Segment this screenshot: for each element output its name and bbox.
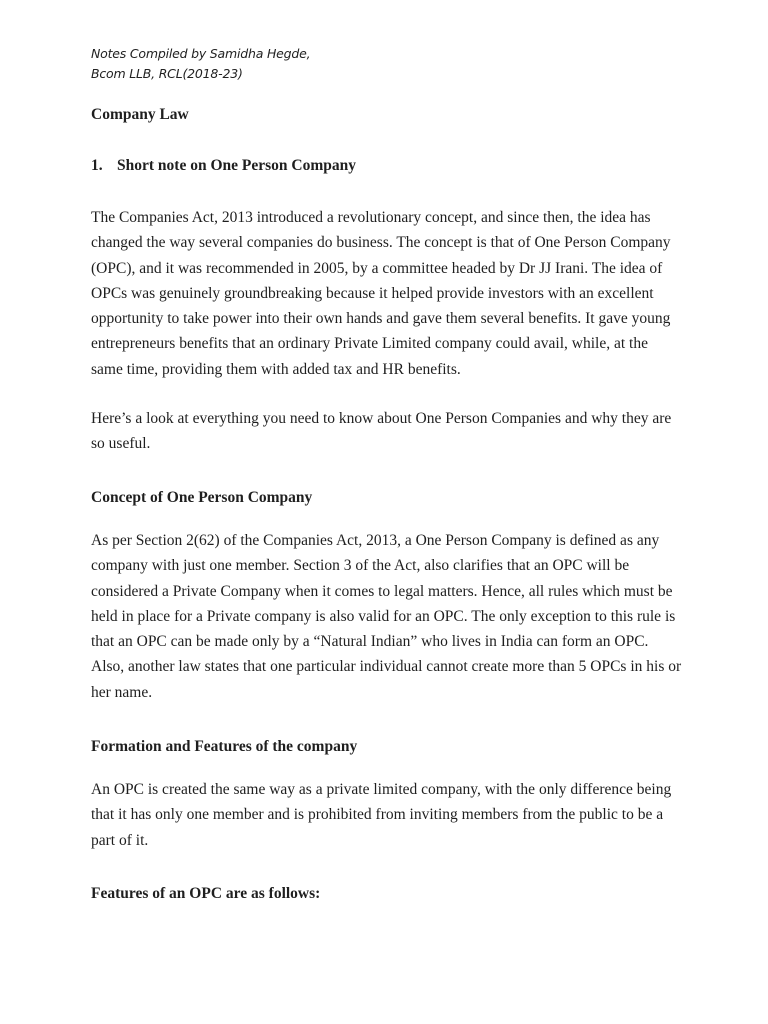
author-note-line-2: Bcom LLB, RCL(2018-23) xyxy=(91,66,243,81)
intro-paragraph-1: The Companies Act, 2013 introduced a revolutionary concept, and since then, the idea has changed the way several companies do business. The concept is that of One Person Company (OPC), and it was recommended in 2005, by a committee headed by Dr JJ Irani. The idea of OPCs was genuinely groundbreaking because it helped provide investors with an excellent opportunity to take power into their own hands and gave them several benefits. It gave young entrepreneurs benefits that an ordinary Private Limited company could avail, while, at the same time, providing them with added tax and HR benefits. xyxy=(91,209,671,378)
formation-paragraph: An OPC is created the same way as a private limited company, with the only difference being that it has only one member and is prohibited from inviting members from the public to be a part of it. xyxy=(91,781,672,849)
features-heading: Features of an OPC are as follows: xyxy=(91,885,321,902)
subject-title: Company Law xyxy=(91,106,189,123)
author-note xyxy=(91,44,310,84)
section-1-title: Short note on One Person Company xyxy=(117,157,356,174)
concept-paragraph: As per Section 2(62) of the Companies Act, 2013, a One Person Company is defined as any company with just one member. Section 3 of the Act, also clarifies that an OPC will be considered a Private Company when it comes to legal matters. Hence, all rules which must be held in place for a Private company is also valid for an OPC. The only exception to this rule is that an OPC can be made only by a “Natural Indian” who lives in India can form an OPC. Also, another law states that one particular individual cannot create more than 5 OPCs in his or her name. xyxy=(91,532,682,701)
intro-paragraph-2: Here’s a look at everything you need to know about One Person Companies and why they are so useful. xyxy=(91,410,672,453)
formation-heading: Formation and Features of the company xyxy=(91,738,358,755)
section-1-number: 1. xyxy=(91,157,103,174)
section-1-heading xyxy=(91,156,356,176)
concept-heading: Concept of One Person Company xyxy=(91,489,313,506)
author-note-line-1: Notes Compiled by Samidha Hegde, xyxy=(91,46,311,61)
